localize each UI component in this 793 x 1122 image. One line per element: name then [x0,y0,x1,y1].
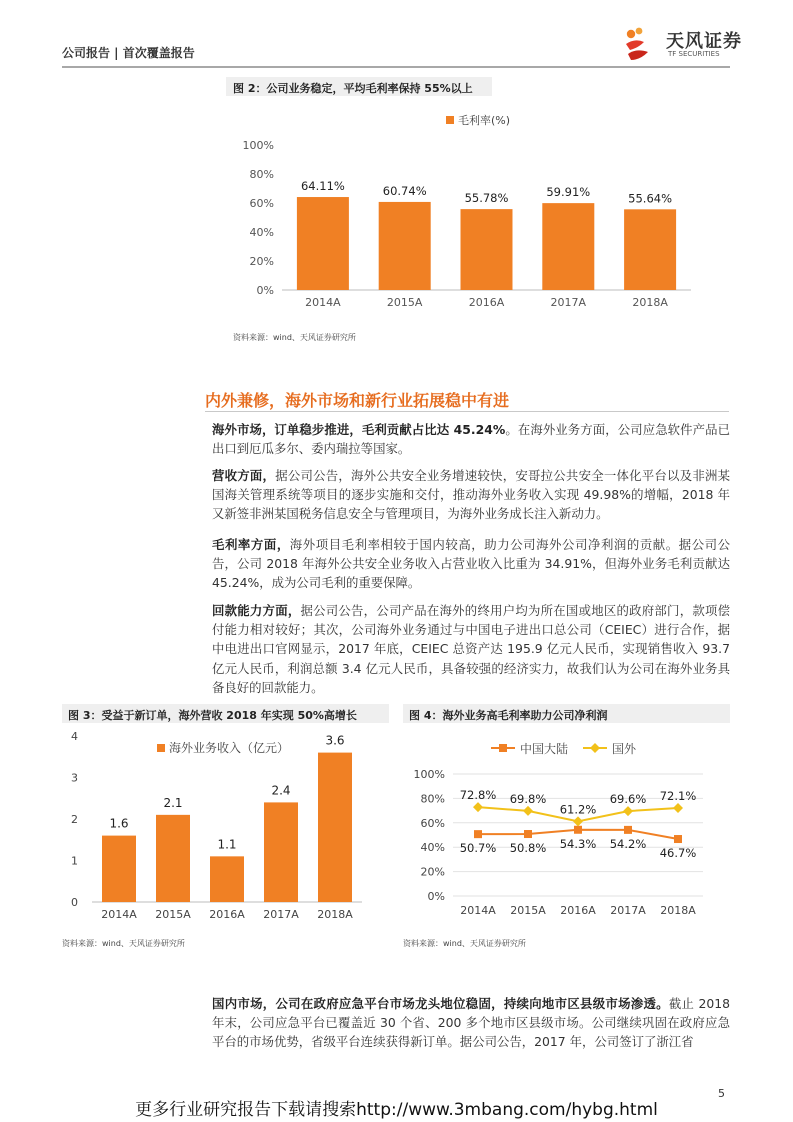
fig2-x-tick: 2017A [550,296,587,309]
fig4-x-tick: 2017A [610,904,646,917]
header-divider [62,66,730,68]
fig2-y-tick: 0% [256,284,274,297]
fig2-source: 资料来源：wind、天风证券研究所 [233,333,356,342]
fig2-bar [624,209,676,290]
fig2-legend-label: 毛利率(%) [458,114,511,127]
paragraph-collection [212,601,730,697]
fig4-legend-overseas-marker [590,743,600,753]
fig2-x-tick: 2018A [632,296,668,309]
footer-download-text: 更多行业研究报告下载请搜索http://www.3mbang.com/hybg.html [135,1100,658,1120]
fig4-title: 图 4：海外业务高毛利率助力公司净利润 [409,709,608,722]
fig4-y-tick: 0% [427,890,445,903]
fig2-legend-swatch [446,116,454,124]
brand-subtitle: TF SECURITIES [668,50,720,58]
fig2-data-label: 55.78% [464,191,509,206]
fig4-x-tick: 2014A [460,904,496,917]
fig4-series-overseas-marker [473,802,483,812]
paragraph-domestic-body: 截止 2018 年末，公司应急平台已覆盖近 30 个省、200 多个地市区县级市场。公司继续巩固在政府应急平台的市场优势，省级平台连续获得新订单。据公司公告，2017 年，公司签订了浙江省 [212,996,730,1050]
fig4-series-overseas-data-label: 72.1% [659,789,697,804]
fig4-y-tick: 80% [420,792,445,806]
fig3-bar [102,836,136,902]
fig4-series-overseas-marker [623,806,633,816]
fig4-source: 资料来源：wind、天风证券研究所 [403,939,526,948]
fig2-title: 图 2：公司业务稳定，平均毛利率保持 55%以上 [233,82,473,95]
fig3-y-tick: 1 [71,854,78,868]
fig4-series-mainland-data-label: 46.7% [659,846,697,861]
fig4-series-mainland-data-label: 54.3% [559,836,597,851]
fig4-y-tick: 20% [420,865,445,879]
fig3-y-tick: 2 [71,813,78,826]
fig3-y-tick: 0 [71,896,78,909]
fig2-bar [461,209,513,290]
paragraph-revenue-lead: 营收方面， [212,468,276,483]
fig3-x-tick: 2015A [155,908,191,921]
fig4-series-mainland-data-label: 50.8% [509,841,547,856]
fig3-data-label: 1.1 [217,837,237,852]
fig4-series-overseas-data-label: 72.8% [459,788,497,803]
fig4-x-tick: 2016A [560,904,596,917]
fig4-legend-mainland-marker [499,744,507,752]
fig4-x-tick: 2018A [660,904,696,917]
fig2-y-tick: 80% [249,168,274,181]
fig4-y-tick: 100% [413,768,445,781]
fig3-legend-label: 海外业务收入（亿元） [169,741,290,755]
fig4-y-tick: 40% [420,841,445,855]
paragraph-overseas-lead: 海外市场，订单稳步推进，毛利贡献占比达 45.24% [212,422,506,437]
fig4-series-mainland-marker [474,830,482,838]
fig4-series-mainland-data-label: 50.7% [459,841,497,856]
fig4-y-tick: 60% [420,816,445,830]
fig3-source: 资料来源：wind、天风证券研究所 [62,939,185,948]
fig2-x-tick: 2015A [386,296,423,309]
fig2-y-tick: 20% [249,255,274,268]
fig4-legend-mainland-label: 中国大陆 [520,742,569,756]
fig4-legend-overseas-label: 国外 [612,742,637,756]
fig3-data-label: 2.4 [271,783,291,798]
fig2-data-label: 55.64% [628,191,673,206]
paragraph-margin-body: 海外项目毛利率相较于国内较高，助力公司海外公司净利润的贡献。据公司公告，公司 2018 年海外公共安全业务收入占营业收入比重为 34.91%，但海外业务毛利贡献达 45.24%，成为公司毛利的重要保障。 [212,537,731,591]
fig4-series-overseas-data-label: 69.6% [609,792,647,807]
fig3-chart [62,724,390,928]
brand-mark-icon [626,28,648,60]
fig4-series-overseas-data-label: 69.8% [509,791,547,806]
fig4-series-mainland-marker [624,826,632,834]
fig2-x-tick: 2016A [468,296,505,309]
paragraph-margin [212,535,730,593]
fig3-data-label: 3.6 [325,733,345,748]
fig3-y-tick: 4 [71,730,78,743]
report-type-label: 公司报告 | 首次覆盖报告 [62,46,195,60]
paragraph-revenue [212,466,730,524]
fig3-data-label: 2.1 [163,795,183,810]
fig2-bar [379,202,431,290]
fig2-bar [542,203,594,290]
fig3-legend-swatch [157,744,165,752]
fig2-chart [226,100,706,325]
section-title: 内外兼修，海外市场和新行业拓展稳中有进 [205,391,510,410]
page-number: 5 [718,1087,725,1100]
fig4-series-mainland-marker [524,830,532,838]
fig4-series-mainland-data-label: 54.2% [609,836,647,851]
fig3-x-tick: 2017A [263,908,299,921]
fig4-series-overseas-data-label: 61.2% [559,802,597,817]
fig2-data-label: 60.74% [382,183,427,198]
fig4-series-overseas-marker [673,803,683,813]
fig4-chart [403,728,730,928]
fig4-x-tick: 2015A [510,904,546,917]
fig4-series-mainland-marker [674,835,682,843]
paragraph-domestic-lead: 国内市场，公司在政府应急平台市场龙头地位稳固，持续向地市区县级市场渗透。 [212,996,669,1011]
section-divider [205,411,729,412]
fig3-y-tick: 3 [71,771,78,785]
fig3-title: 图 3：受益于新订单，海外营收 2018 年实现 50%高增长 [68,709,357,722]
fig3-bar [264,802,298,902]
fig3-x-tick: 2016A [209,908,245,921]
paragraph-domestic [212,994,730,1052]
fig2-x-tick: 2014A [305,296,341,309]
paragraph-revenue-body: 据公司公告，海外公共安全业务增速较快，安哥拉公共安全一体化平台以及非洲某国海关管理系统等项目的逐步实施和交付，推动海外业务收入实现 49.98%的增幅，2018 年又新签非洲某国税务信息安全与管理项目，为海外业务成长注入新动力。 [212,468,731,522]
paragraph-collection-body: 据公司公告，公司产品在海外的终用户均为所在国或地区的政府部门，款项偿付能力相对较好；其次，公司海外业务通过与中国电子进出口总公司（CEIEC）进行合作，据中电进出口官网显示，2017 年底，CEIEC 总资产达 195.9 亿元人民币，实现销售收入 93.7 亿元人民币，利润总额 3.4 亿元人民币，具备较强的经济实力，故我们认为公司在海外业务具备良好的回款能力。 [212,603,731,695]
fig4-series-overseas-marker [573,816,583,826]
fig3-x-tick: 2018A [317,908,353,921]
paragraph-collection-lead: 回款能力方面， [212,603,301,618]
fig3-data-label: 1.6 [109,816,129,831]
paragraph-overseas [212,420,730,458]
brand-name: 天风证券 [666,31,742,52]
fig4-series-mainland-marker [574,826,582,834]
fig4-series-overseas-marker [523,806,533,816]
fig3-x-tick: 2014A [101,908,137,921]
fig2-data-label: 59.91% [546,185,591,200]
paragraph-overseas-body: 。在海外业务方面，公司应急软件产品已出口到厄瓜多尔、委内瑞拉等国家。 [212,422,731,457]
fig3-bar [318,753,352,902]
fig3-bar [156,815,190,902]
fig2-y-tick: 100% [242,139,274,152]
paragraph-margin-lead: 毛利率方面， [212,537,290,552]
fig2-data-label: 64.11% [300,179,345,194]
fig2-bar [297,197,349,290]
fig2-y-tick: 60% [249,197,274,210]
fig2-y-tick: 40% [249,226,274,239]
fig3-bar [210,856,244,902]
